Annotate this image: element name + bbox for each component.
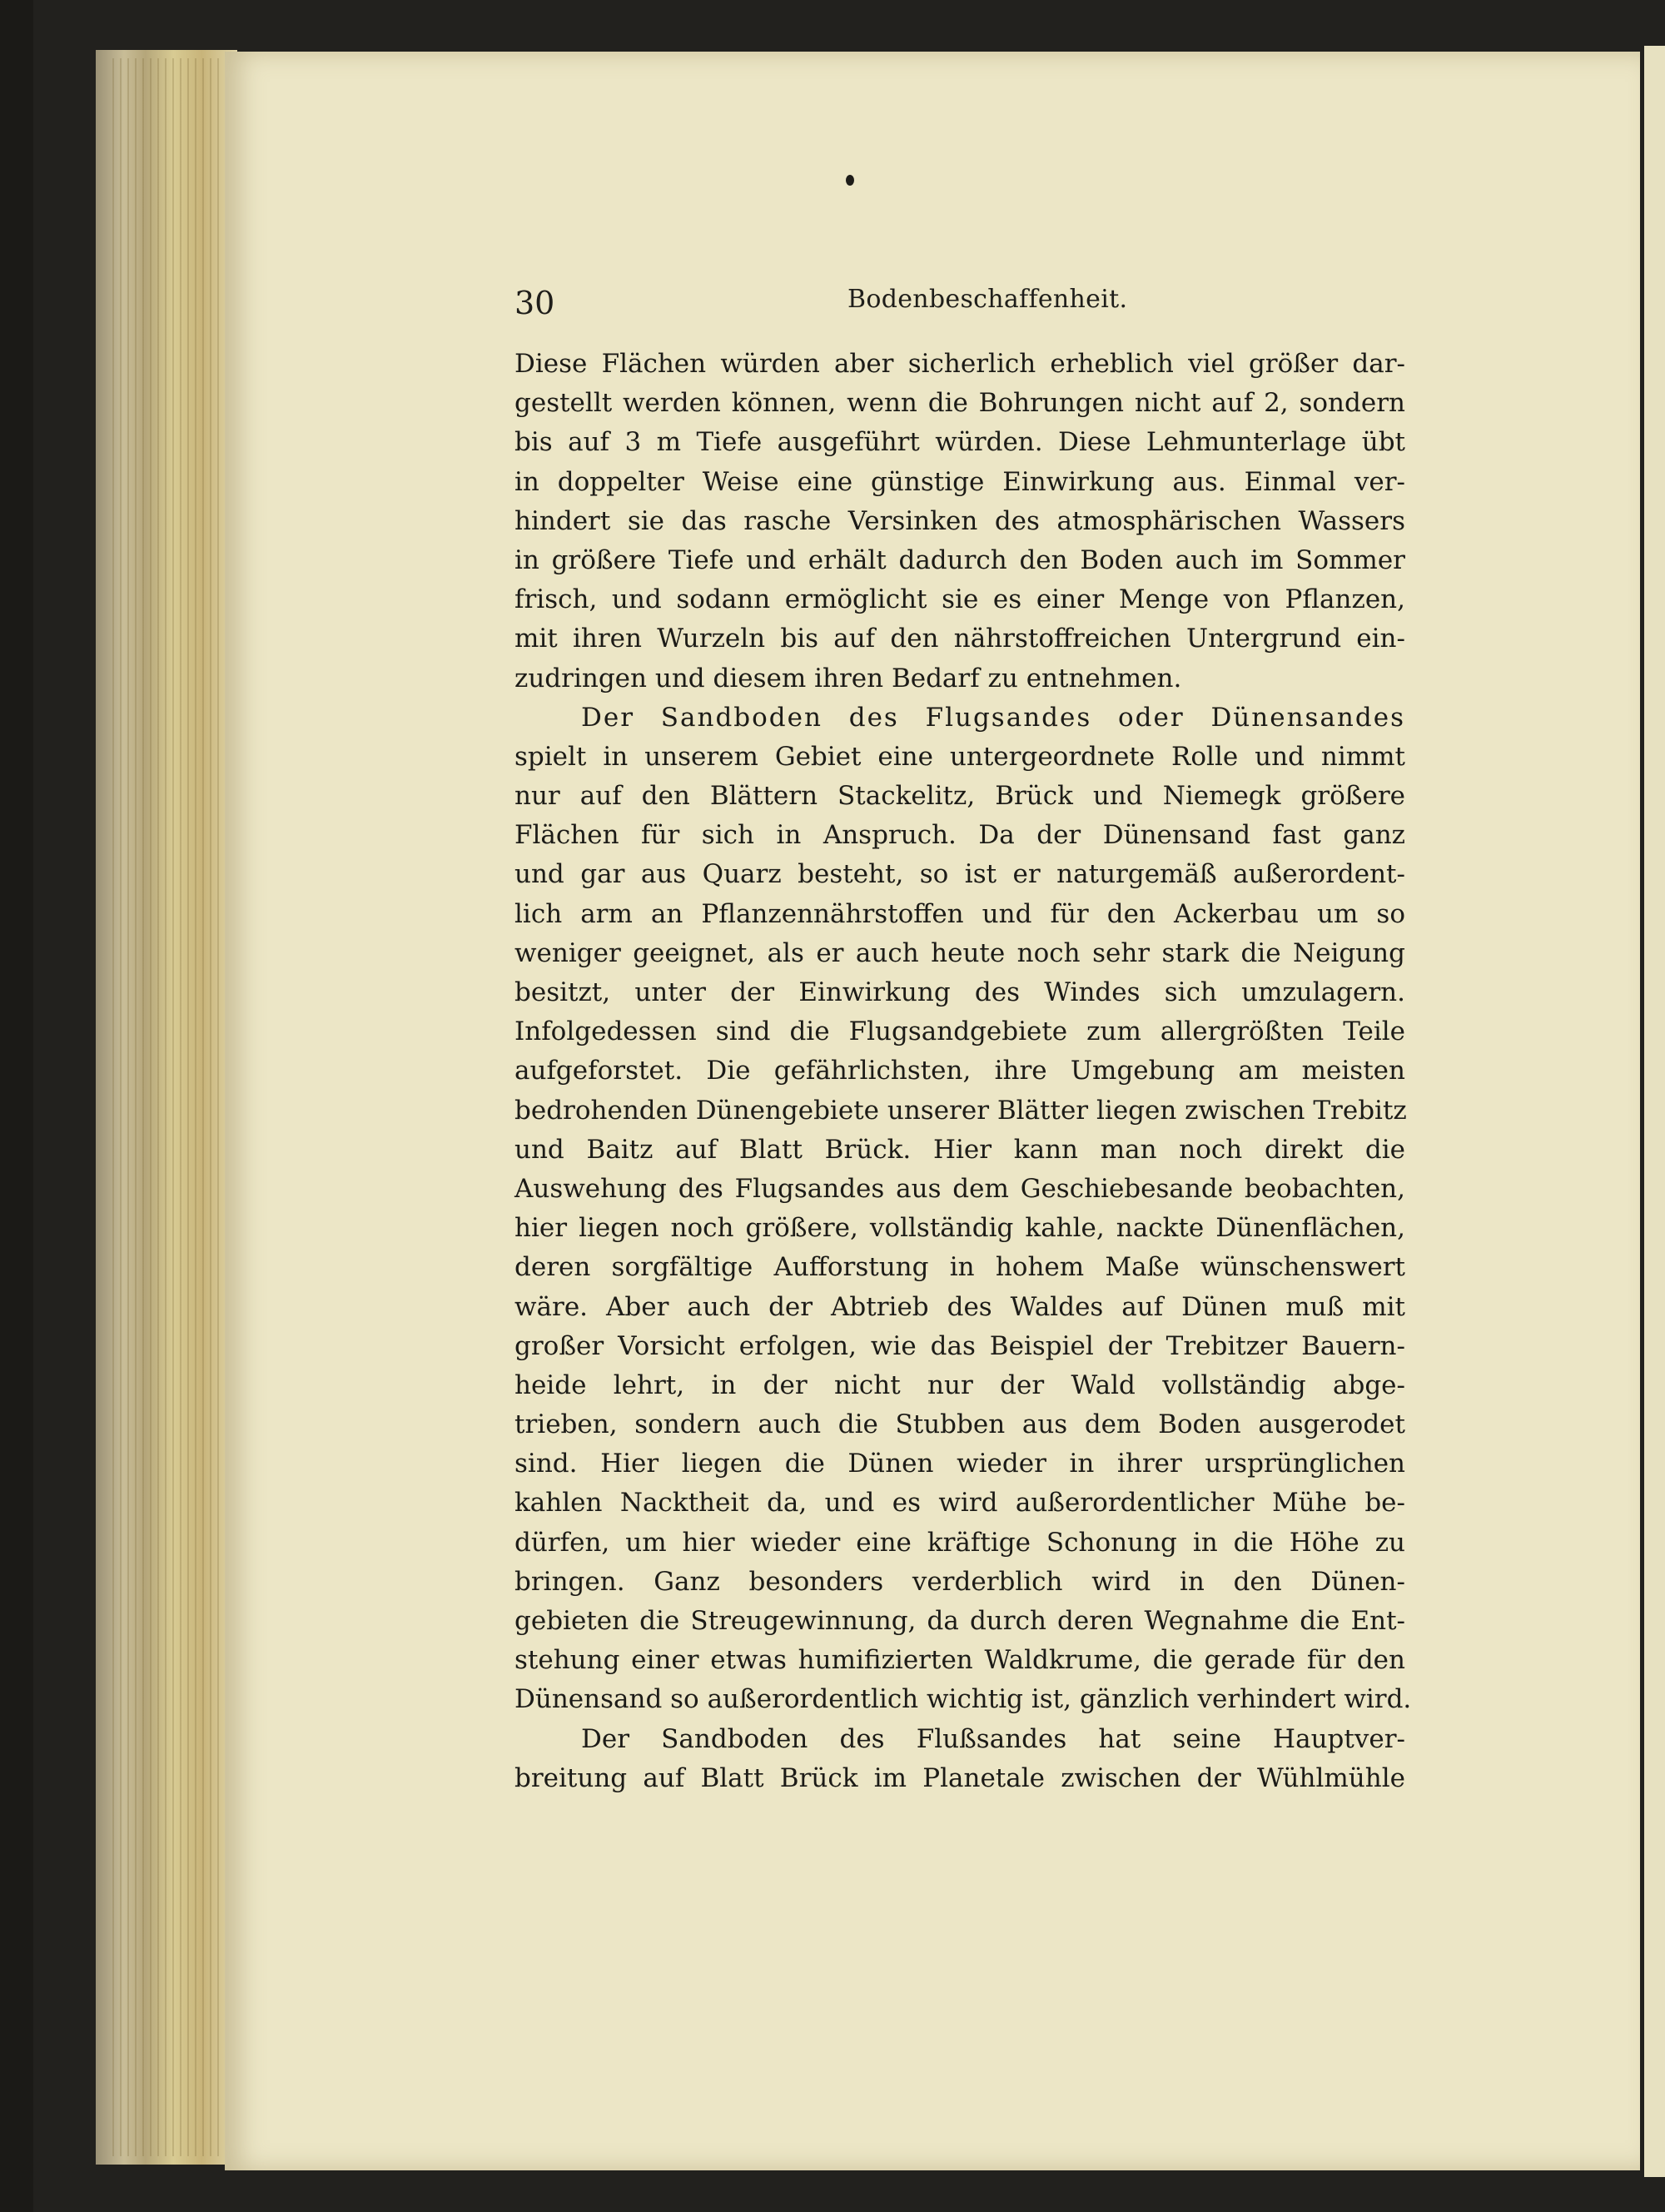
page-number: 30 <box>514 285 555 321</box>
text-line: sind. Hier liegen die Dünen wieder in ihrer ursprünglichen <box>514 1449 1405 1479</box>
text-line: Auswehung des Flugsandes aus dem Geschiebesande beobachten, <box>514 1173 1405 1204</box>
facing-page-edge <box>1644 46 1665 2177</box>
text-line: dürfen, um hier wieder eine kräftige Schonung in die Höhe zu <box>514 1527 1405 1558</box>
text-line: großer Vorsicht erfolgen, wie das Beispiel der Trebitzer Bauern- <box>514 1330 1405 1361</box>
text-line: breitung auf Blatt Brück im Planetale zwischen der Wühlmühle <box>514 1762 1405 1793</box>
text-line: weniger geeignet, als er auch heute noch sehr stark die Neigung <box>514 937 1405 968</box>
text-line: Diese Flächen würden aber sicherlich erheblich viel größer dar- <box>514 349 1405 379</box>
text-line: und gar aus Quarz besteht, so ist er naturgemäß außerordent- <box>514 859 1405 890</box>
text-line: gebieten die Streugewinnung, da durch deren Wegnahme die Ent- <box>514 1606 1405 1636</box>
text-line: deren sorgfältige Aufforstung in hohem Maße wünschenswert <box>514 1252 1405 1283</box>
text-line: Der Sandboden des Flugsandes oder Dünensandes <box>581 702 1405 733</box>
text-line: nur auf den Blättern Stackelitz, Brück und Niemegk größere <box>514 781 1405 812</box>
text-line: mit ihren Wurzeln bis auf den nährstoffreichen Untergrund ein- <box>514 624 1405 654</box>
text-line: hindert sie das rasche Versinken des atmosphärischen Wassers <box>514 505 1405 536</box>
text-line: aufgeforstet. Die gefährlichsten, ihre Umgebung am meisten <box>514 1056 1405 1086</box>
text-line: besitzt, unter der Einwirkung des Windes sich umzulagern. <box>514 977 1405 1007</box>
text-line: Flächen für sich in Anspruch. Da der Dünensand fast ganz <box>514 820 1405 851</box>
page-edge-lines <box>112 58 237 2156</box>
text-line: heide lehrt, in der nicht nur der Wald vollständig abge- <box>514 1369 1405 1400</box>
text-line: bedrohenden Dünengebiete unserer Blätter liegen zwischen Trebitz <box>514 1095 1407 1126</box>
text-line: zudringen und diesem ihren Bedarf zu entnehmen. <box>514 663 1182 693</box>
text-line: trieben, sondern auch die Stubben aus dem Boden ausgerodet <box>514 1409 1405 1440</box>
text-line: und Baitz auf Blatt Brück. Hier kann man noch direkt die <box>514 1134 1405 1165</box>
text-line: in doppelter Weise eine günstige Einwirkung aus. Einmal ver- <box>514 466 1405 497</box>
text-line: frisch, und sodann ermöglicht sie es einer Menge von Pflanzen, <box>514 584 1405 615</box>
body-text <box>514 345 1412 1798</box>
text-line: hier liegen noch größere, vollständig kahle, nackte Dünenflächen, <box>514 1213 1405 1244</box>
text-line: in größere Tiefe und erhält dadurch den Boden auch im Sommer <box>514 544 1405 575</box>
text-line: bis auf 3 m Tiefe ausgeführt würden. Diese Lehmunterlage übt <box>514 427 1405 458</box>
text-line: kahlen Nacktheit da, und es wird außerordentlicher Mühe be- <box>514 1488 1405 1519</box>
text-line: spielt in unserem Gebiet eine untergeordnete Rolle und nimmt <box>514 741 1405 772</box>
running-title: Bodenbeschaffenheit. <box>847 285 1128 314</box>
text-line: Infolgedessen sind die Flugsandgebiete zum allergrößten Teile <box>514 1017 1405 1047</box>
text-line: Der Sandboden des Flußsandes hat seine Hauptver- <box>581 1723 1405 1754</box>
text-line: wäre. Aber auch der Abtrieb des Waldes auf Dünen muß mit <box>514 1291 1405 1322</box>
text-line: gestellt werden können, wenn die Bohrungen nicht auf 2, sondern <box>514 388 1405 419</box>
text-line: stehung einer etwas humifizierten Waldkrume, die gerade für den <box>514 1645 1405 1676</box>
text-line: Dünensand so außerordentlich wichtig ist, gänzlich verhindert wird. <box>514 1684 1412 1715</box>
text-line: lich arm an Pflanzennährstoffen und für den Ackerbau um so <box>514 898 1405 929</box>
ink-speck <box>846 175 854 186</box>
text-line: bringen. Ganz besonders verderblich wird in den Dünen- <box>514 1566 1405 1597</box>
